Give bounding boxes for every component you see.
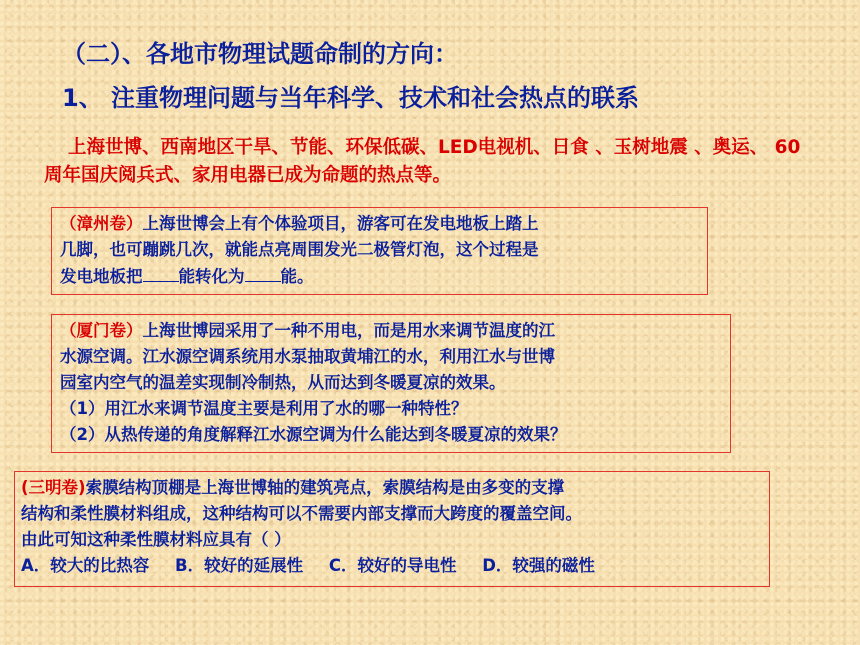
question-box-zhangzhou [51, 207, 708, 295]
question-text: 索膜结构顶棚是上海世博轴的建筑亮点，索膜结构是由多变的支撑 [85, 478, 565, 497]
option-a: A．较大的比热容 [21, 556, 150, 575]
question-line: 由此可知这种柔性膜材料应具有（ ） [21, 530, 291, 549]
question-text: 上海世博园采用了一种不用电，而是用水来调节温度的江 [142, 321, 555, 340]
question-line: 水源空调。江水源空调系统用水泵抽取黄埔江的水，利用江水与世博 [60, 347, 555, 366]
sub-question-1: （1）用江水来调节温度主要是利用了水的哪一种特性？ [60, 399, 468, 418]
answer-options [21, 553, 763, 579]
point-title: 1、 注重物理问题与当年科学、技术和社会热点的联系 [62, 84, 640, 112]
question-line: 几脚，也可蹦跳几次，就能点亮周围发光二极管灯泡，这个过程是 [60, 240, 539, 259]
question-line: 结构和柔性膜材料组成，这种结构可以不需要内部支撑而大跨度的覆盖空间。 [21, 504, 582, 523]
question-line [60, 318, 722, 344]
question-text: 能转化为 [178, 267, 245, 286]
option-d: D．较强的磁性 [482, 556, 595, 575]
question-line [60, 263, 699, 290]
question-source: （厦门卷） [60, 321, 143, 340]
question-source: (三明卷) [21, 478, 86, 497]
option-b: B．较好的延展性 [175, 556, 304, 575]
hot-topics-paragraph: 上海世博、西南地区干旱、节能、环保低碳、LED电视机、日食 、玉树地震 、奥运、 60周年国庆阅兵式、家用电器已成为命题的热点等。 [44, 137, 801, 186]
question-line [21, 475, 763, 501]
option-c: C．较好的导电性 [328, 556, 457, 575]
answer-blank [143, 263, 179, 282]
question-text: 上海世博会上有个体验项目，游客可在发电地板上踏上 [142, 214, 539, 233]
question-text: 能。 [280, 267, 314, 286]
question-source: （漳州卷） [60, 214, 143, 233]
question-box-sanming [14, 471, 770, 587]
question-box-xiamen [51, 314, 731, 453]
sub-question-2: （2）从热传递的角度解释江水源空调为什么能达到冬暖夏凉的效果？ [60, 425, 567, 444]
answer-blank [245, 263, 281, 282]
question-line [60, 211, 699, 237]
question-text: 发电地板把 [60, 267, 143, 286]
question-line: 园室内空气的温差实现制冷制热，从而达到冬暖夏凉的效果。 [60, 373, 506, 392]
section-title: （二）、各地市物理试题命制的方向： [62, 40, 458, 68]
